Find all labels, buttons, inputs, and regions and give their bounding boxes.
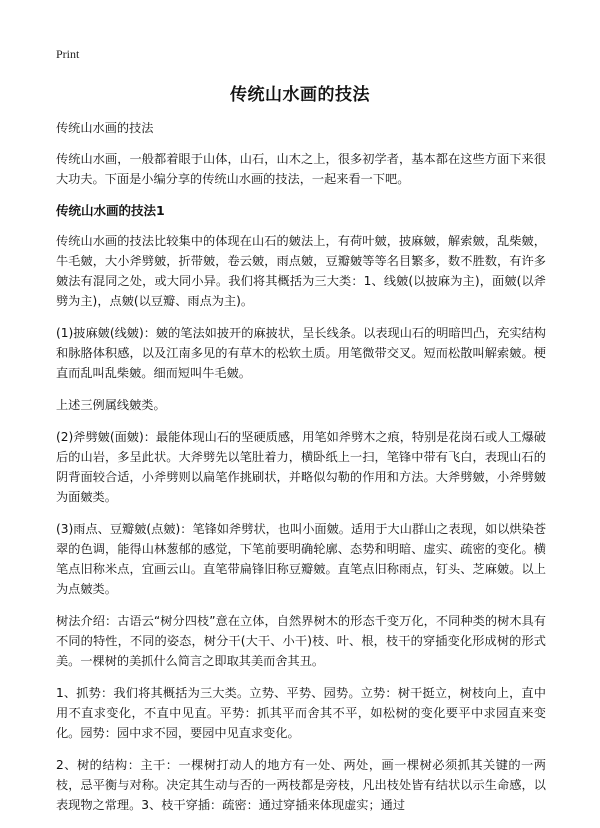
body-paragraph: 树法介绍：古语云“树分四枝”意在立体，自然界树木的形态千变万化，不同种类的树木具有不同的特性，不同的姿态，树分干(大干、小干)枝、叶、根，枝干的穿插变化形成树的形式美。一棵树的美抓什么简言之即取其美而舍其丑。 [56,614,546,668]
page-title: 传统山水画的技法 [230,85,370,105]
body-paragraph: 1、抓势：我们将其概括为三大类。立势、平势、园势。立势：树干挺立，树枝向上，直中用不直求变化，不直中见直。平势：抓其平而舍其不平，如松树的变化要平中求园直来变化。园势：园中求不园，要园中见直求变化。 [56,686,546,740]
body-paragraph: (2)斧劈皴(面皴)：最能体现山石的坚硬质感，用笔如斧劈木之痕，特别是花岗石或人工爆破后的山岩，多呈此状。大斧劈先以笔肚着力，横卧纸上一扫，笔锋中带有飞白，表现山石的阴背面较合适，小斧劈则以扁笔作挑刷状，并略似勾勒的作用和方法。大斧劈皴，小斧劈皴为面皴类。 [56,430,546,504]
body-paragraph: (3)雨点、豆瓣皴(点皴)：笔锋如斧劈状，也叫小面皴。适用于大山群山之表现，如以烘染苍翠的色调，能得山林葱郁的感觉，下笔前要明确轮廓、态势和明暗、虚实、疏密的变化。横笔点旧称米点，宜画云山。直笔带扁锋旧称豆瓣皴。直笔点旧称雨点，钉头、芝麻皴。以上为点皴类。 [56,522,546,596]
intro-paragraph: 传统山水画，一般都着眼于山体，山石，山木之上，很多初学者，基本都在这些方面下来很大功夫。下面是小编分享的传统山水画的技法，一起来看一下吧。 [56,152,546,186]
body-paragraph: (1)披麻皴(线皴)：皴的笔法如披开的麻披状，呈长线条。以表现山石的明暗凹凸，充实结构和脉胳体积感，以及江南多见的有草木的松软土质。用笔微带交叉。短而松散叫解索皴。梗直而乱叫乱柴皴。细而短叫牛毛皴。 [56,326,546,380]
section-heading: 传统山水画的技法1 [56,203,165,218]
article-subtitle: 传统山水画的技法 [56,121,154,135]
body-paragraph: 2、树的结构：主干：一棵树打动人的地方有一处、两处，画一棵树必须抓其关键的一两枝，忌平衡与对称。决定其生动与否的一两枝都是旁枝，凡出枝处皆有结状以示生命感，以表现物之常理。3、枝干穿插：疏密：通过穿插来体现虚实；通过 [56,758,546,812]
article-body [56,118,546,827]
body-paragraph: 传统山水画的技法比较集中的体现在山石的皴法上，有荷叶皴，披麻皴，解索皴，乱柴皴，牛毛皴，大小斧劈皴，折带皴，卷云皴，雨点皴，豆瓣皴等等名目繁多，数不胜数，有许多皴法有混同之处，或大同小异。我们将其概括为三大类：1、线皴(以披麻为主)，面皴(以斧劈为主)，点皴(以豆瓣、雨点为主)。 [56,234,546,308]
body-paragraph: 上述三例属线皴类。 [56,398,166,412]
print-link[interactable]: Print [56,47,80,61]
